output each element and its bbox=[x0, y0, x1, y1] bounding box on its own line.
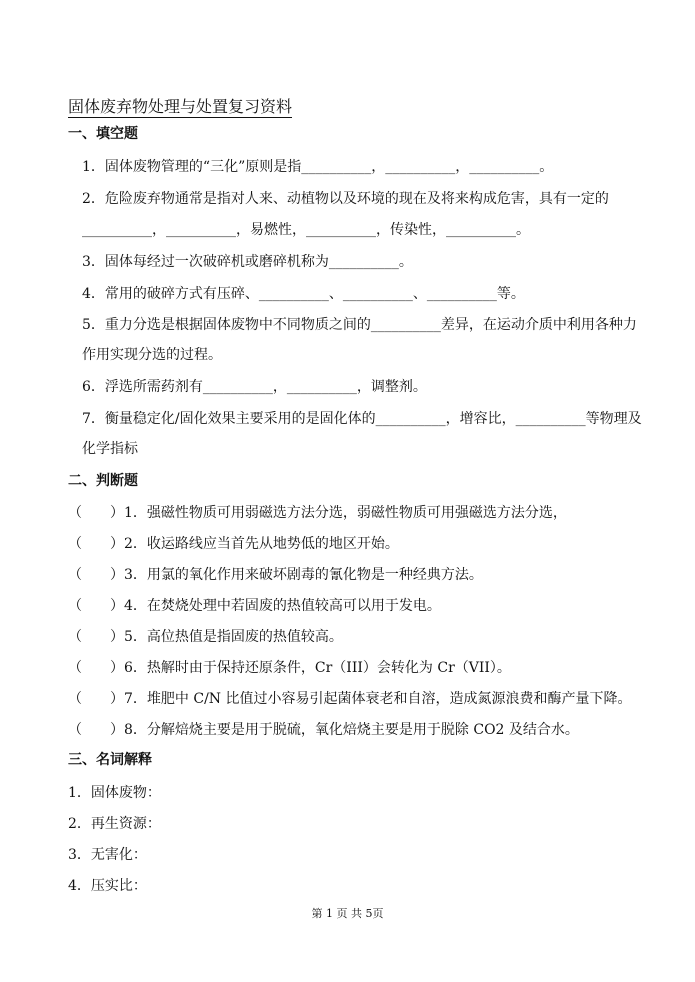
question-2-line-1: 2．危险废弃物通常是指对人来、动植物以及环境的现在及将来构成危害，具有一定的 bbox=[82, 191, 609, 207]
judgement-3: （ ）3．用氯的氧化作用来破坏剧毒的氰化物是一种经典方法。 bbox=[68, 567, 483, 583]
judgement-2: （ ）2．收运路线应当首先从地势低的地区开始。 bbox=[68, 536, 399, 552]
question-2-line-2: __________，__________，易燃性，__________，传染性，__________。 bbox=[82, 222, 530, 238]
question-1: 1．固体废物管理的“三化”原则是指__________，__________，__________。 bbox=[82, 159, 554, 175]
document-title: 固体废弃物处理与处置复习资料 bbox=[68, 97, 293, 116]
definition-4: 4．压实比： bbox=[68, 878, 147, 894]
judgement-5: （ ）5．高位热值是指固废的热值较高。 bbox=[68, 629, 343, 645]
question-5-line-2: 作用实现分选的过程。 bbox=[82, 347, 222, 363]
judgement-8: （ ）8．分解焙烧主要是用于脱硫，氧化焙烧主要是用于脱除 CO2 及结合水。 bbox=[68, 722, 579, 738]
judgement-6: （ ）6．热解时由于保持还原条件，Cr（III）会转化为 Cr（VII）。 bbox=[68, 660, 511, 676]
question-4: 4．常用的破碎方式有压碎、__________、__________、__________等。 bbox=[82, 286, 525, 302]
question-6: 6．浮选所需药剂有__________，__________，调整剂。 bbox=[82, 379, 427, 395]
page-footer: 第 1 页 共 5页 bbox=[311, 907, 384, 920]
definition-2: 2．再生资源： bbox=[68, 816, 161, 832]
question-5-line-1: 5．重力分选是根据固体废物中不同物质之间的__________差异，在运动介质中利用各种力 bbox=[82, 317, 637, 333]
section-heading-true-false: 二、判断题 bbox=[68, 473, 138, 489]
question-7-line-1: 7．衡量稳定化/固化效果主要采用的是固化体的__________，增容比，__________等物理及 bbox=[82, 411, 642, 427]
judgement-7: （ ）7．堆肥中 C/N 比值过小容易引起菌体衰老和自溶，造成氮源浪费和酶产量下降。 bbox=[68, 691, 632, 707]
question-7-line-2: 化学指标 bbox=[82, 441, 138, 457]
definition-1: 1．固体废物： bbox=[68, 785, 161, 801]
section-heading-definitions: 三、名词解释 bbox=[68, 752, 152, 768]
section-heading-fill-in: 一、填空题 bbox=[68, 126, 138, 142]
judgement-1: （ ）1．强磁性物质可用弱磁选方法分选，弱磁性物质可用强磁选方法分选， bbox=[68, 505, 567, 521]
judgement-4: （ ）4．在焚烧处理中若固废的热值较高可以用于发电。 bbox=[68, 598, 441, 614]
definition-3: 3．无害化： bbox=[68, 847, 147, 863]
question-3: 3．固体每经过一次破碎机或磨碎机称为__________。 bbox=[82, 254, 413, 270]
